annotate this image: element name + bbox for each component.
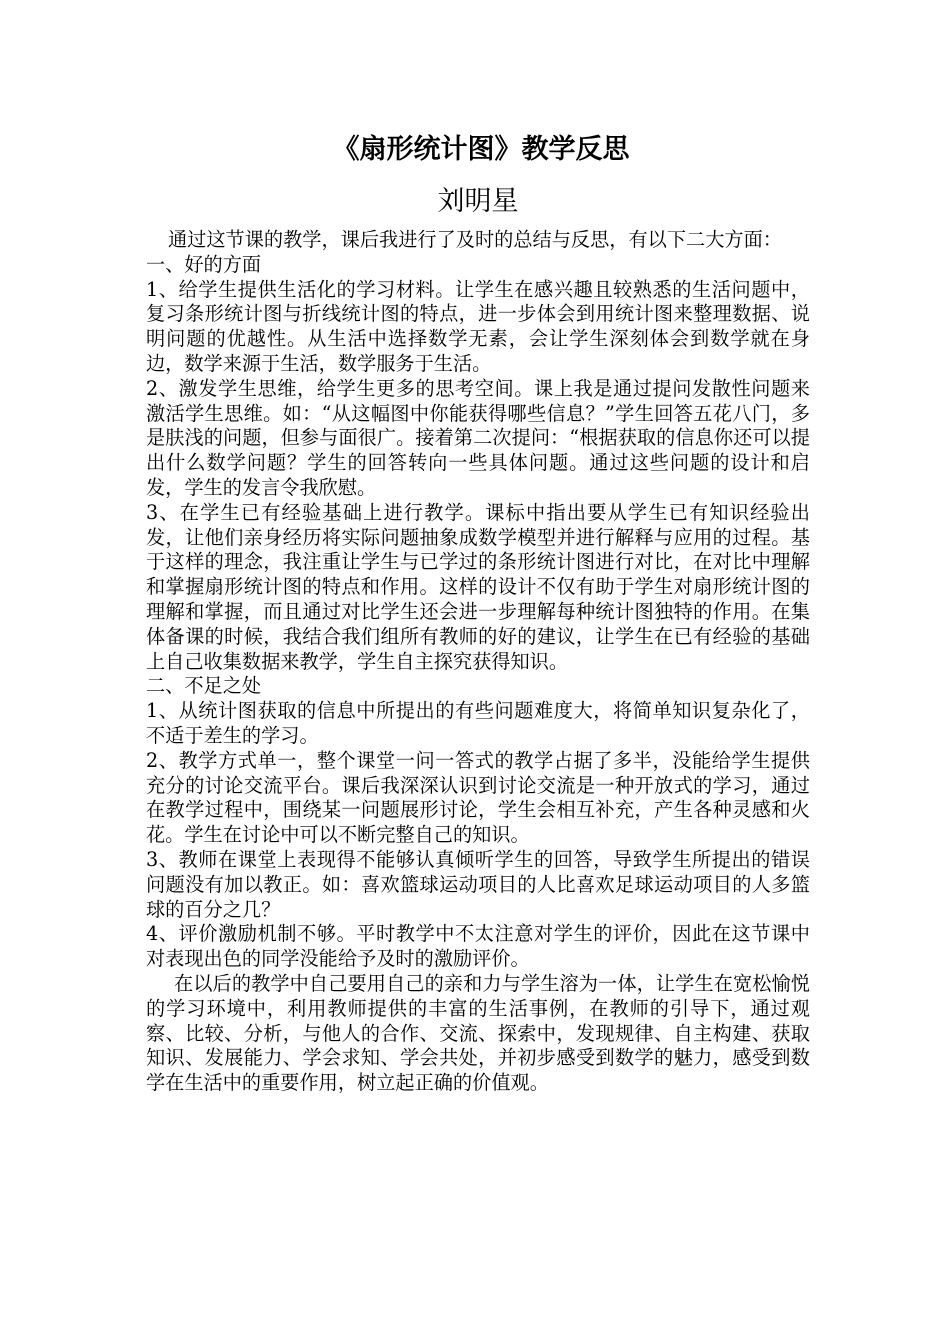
shortcoming-1: 1、从统计图获取的信息中所提出的有些问题难度大，将简单知识复杂化了，不适于差生的学习。 [146, 699, 810, 747]
section-heading-shortcomings: 二、不足之处 [146, 674, 262, 698]
closing-paragraph: 在以后的教学中自己要用自己的亲和力与学生溶为一体，让学生在宽松愉悦的学习环境中，利用教师提供的丰富的生活事例，在教师的引导下，通过观察、比较、分析，与他人的合作、交流、探索中，发现规律、自主构建、获取知识、发展能力、学会求知、学会共处，并初步感受到数学的魅力，感受到数学在生活中的重要作用，树立起正确的价值观。 [146, 971, 810, 1095]
author-name: 刘明星 [437, 186, 519, 217]
section-heading-good: 一、好的方面 [146, 252, 262, 276]
shortcoming-3: 3、教师在课堂上表现得不能够认真倾听学生的回答，导致学生所提出的错误问题没有加以教正。如：喜欢篮球运动项目的人比喜欢足球运动项目的人多篮球的百分之几？ [146, 847, 810, 921]
shortcoming-4: 4、评价激励机制不够。平时教学中不太注意对学生的评价，因此在这节课中对表现出色的同学没能给予及时的激励评价。 [146, 922, 810, 971]
document-page [146, 128, 810, 1096]
shortcoming-2: 2、教学方式单一，整个课堂一问一答式的教学占据了多半，没能给学生提供充分的讨论交流平台。课后我深深认识到讨论交流是一种开放式的学习，通过在教学过程中，围绕某一问题展形讨论，学生会相互补充，产生各种灵感和火花。学生在讨论中可以不断完整自己的知识。 [146, 748, 810, 847]
good-point-2: 2、激发学生思维，给学生更多的思考空间。课上我是通过提问发散性问题来激活学生思维。如：“从这幅图中你能获得哪些信息？”学生回答五花八门，多是肤浅的问题，但参与面很广。接着第二次提问：“根据获取的信息你还可以提出什么数学问题？学生的回答转向一些具体问题。通过这些问题的设计和启发，学生的发言令我欣慰。 [146, 376, 810, 499]
good-point-1: 1、给学生提供生活化的学习材料。让学生在感兴趣且较熟悉的生活问题中，复习条形统计图与折线统计图的特点，进一步体会到用统计图来整理数据、说明问题的优越性。从生活中选择数学无素，会让学生深刻体会到数学就在身边，数学来源于生活，数学服务于生活。 [146, 277, 810, 375]
intro-paragraph: 通过这节课的教学，课后我进行了及时的总结与反思，有以下二大方面： [168, 228, 782, 251]
good-point-3: 3、在学生已有经验基础上进行教学。课标中指出要从学生已有知识经验出发，让他们亲身经历将实际问题抽象成数学模型并进行解释与应用的过程。基于这样的理念，我注重让学生与已学过的条形统计图进行对比，在对比中理解和掌握扇形统计图的特点和作用。这样的设计不仅有助于学生对扇形统计图的理解和掌握，而且通过对比学生还会进一步理解每种统计图独特的作用。在集体备课的时候，我结合我们组所有教师的好的建议，让学生在已有经验的基础上自己收集数据来教学，学生自主探究获得知识。 [146, 500, 810, 673]
document-title: 《扇形统计图》教学反思 [332, 134, 630, 165]
